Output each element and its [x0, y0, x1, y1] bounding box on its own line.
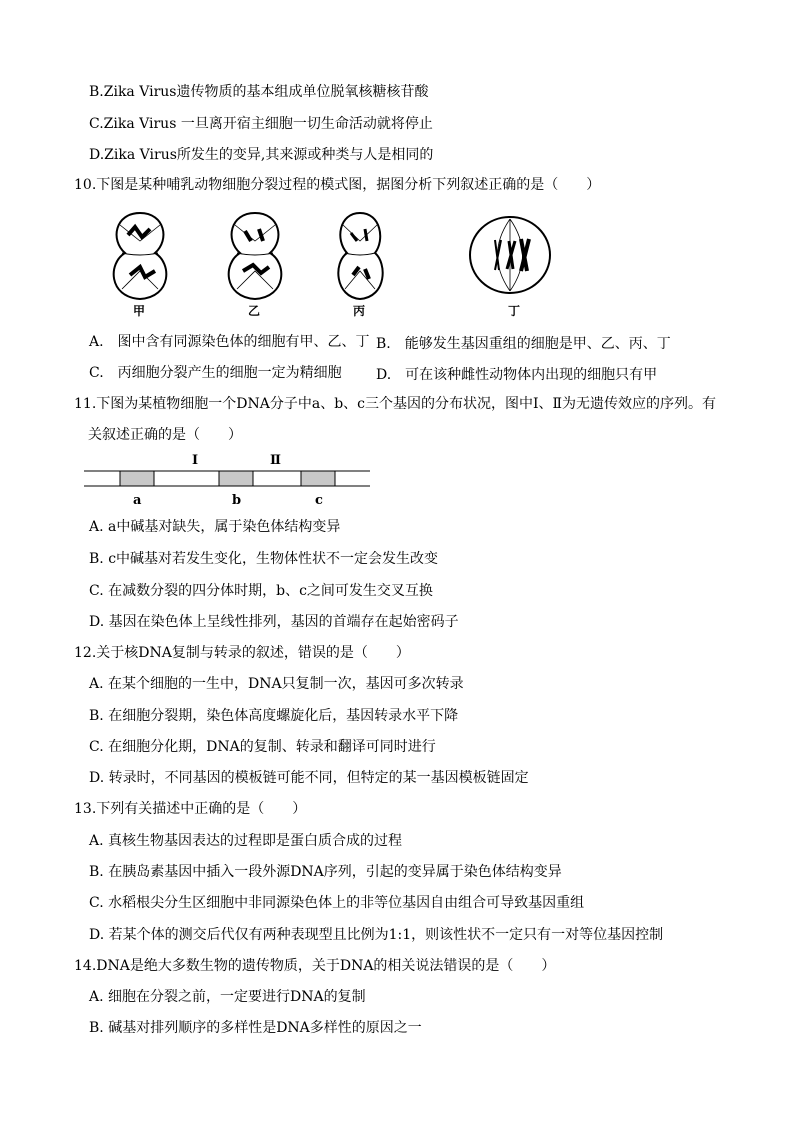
q11-option-c: C. 在减数分裂的四分体时期，b、c之间可发生交叉互换 [89, 583, 433, 599]
q14-option-a: A. 细胞在分裂之前，一定要进行DNA的复制 [89, 989, 366, 1005]
cell-division-diagram [100, 205, 560, 320]
q13-stem: 13.下列有关描述中正确的是（ ） [74, 801, 307, 817]
q13-option-c: C. 水稻根尖分生区细胞中非同源染色体上的非等位基因自由组合可导致基因重组 [89, 895, 585, 911]
q12-option-a: A. 在某个细胞的一生中，DNA只复制一次，基因可多次转录 [89, 676, 464, 692]
cell-label-bing: 丙 [353, 304, 366, 318]
gene-c-block [301, 471, 335, 486]
cell-label-yi: 乙 [248, 304, 261, 318]
q13-option-b: B. 在胰岛素基因中插入一段外源DNA序列，引起的变异属于染色体结构变异 [89, 864, 562, 880]
cell-yi [229, 213, 282, 299]
gene-b-block [219, 471, 253, 486]
q13-option-d: D. 若某个体的测交后代仅有两种表现型且比例为1:1，则该性状不一定只有一对等位基因控制 [89, 927, 664, 943]
cell-label-ding: 丁 [508, 304, 521, 318]
q14-option-b: B. 碱基对排列顺序的多样性是DNA多样性的原因之一 [89, 1020, 422, 1036]
cell-jia [114, 213, 167, 299]
q10-stem: 10.下图是某种哺乳动物细胞分裂过程的模式图，据图分析下列叙述正确的是（ ） [74, 177, 601, 193]
q11-stem-line2: 关叙述正确的是（ ） [88, 427, 242, 443]
dna-gene-figure [82, 453, 372, 513]
dna-label-a: a [133, 493, 142, 508]
dna-label-c: c [315, 493, 323, 508]
dna-label-ii: Ⅱ [270, 453, 281, 468]
q11-option-a: A. a中碱基对缺失，属于染色体结构变异 [89, 519, 341, 535]
dna-gene-diagram [82, 453, 372, 513]
q9-option-d: D.Zika Virus所发生的变异,其来源或种类与人是相同的 [89, 147, 434, 163]
q11-option-d: D. 基因在染色体上呈线性排列，基因的首端存在起始密码子 [89, 614, 459, 630]
q11-stem-line1: 11.下图为某植物细胞一个DNA分子中a、b、c三个基因的分布状况，图中Ⅰ、Ⅱ为无遗传效应的序列。有 [74, 396, 717, 412]
q13-option-a: A. 真核生物基因表达的过程即是蛋白质合成的过程 [89, 833, 403, 849]
q10-option-c: C. 丙细胞分裂产生的细胞一定为精细胞 [89, 365, 342, 381]
cell-bing [338, 213, 382, 299]
cell-ding [470, 217, 550, 293]
q12-option-d: D. 转录时，不同基因的模板链可能不同，但特定的某一基因模板链固定 [89, 770, 529, 786]
q9-option-c: C.Zika Virus 一旦离开宿主细胞一切生命活动就将停止 [89, 116, 433, 132]
dna-label-i: Ⅰ [192, 453, 199, 468]
q12-option-b: B. 在细胞分裂期，染色体高度螺旋化后，基因转录水平下降 [89, 708, 459, 724]
q14-stem: 14.DNA是绝大多数生物的遗传物质，关于DNA的相关说法错误的是（ ） [74, 958, 556, 974]
q10-option-d: D. 可在该种雌性动物体内出现的细胞只有甲 [376, 367, 658, 383]
dna-label-b: b [232, 493, 242, 508]
q12-option-c: C. 在细胞分化期，DNA的复制、转录和翻译可同时进行 [89, 739, 436, 755]
q9-option-b: B.Zika Virus遗传物质的基本组成单位脱氧核糖核苷酸 [89, 84, 429, 100]
q10-option-a: A. 图中含有同源染色体的细胞有甲、乙、丁 [89, 334, 370, 350]
cell-label-jia: 甲 [133, 304, 146, 318]
q10-option-b: B. 能够发生基因重组的细胞是甲、乙、丙、丁 [376, 336, 671, 352]
q11-option-b: B. c中碱基对若发生变化，生物体性状不一定会发生改变 [89, 551, 439, 567]
q12-stem: 12.关于核DNA复制与转录的叙述，错误的是（ ） [74, 645, 410, 661]
cell-division-figure [100, 205, 560, 320]
gene-a-block [120, 471, 154, 486]
